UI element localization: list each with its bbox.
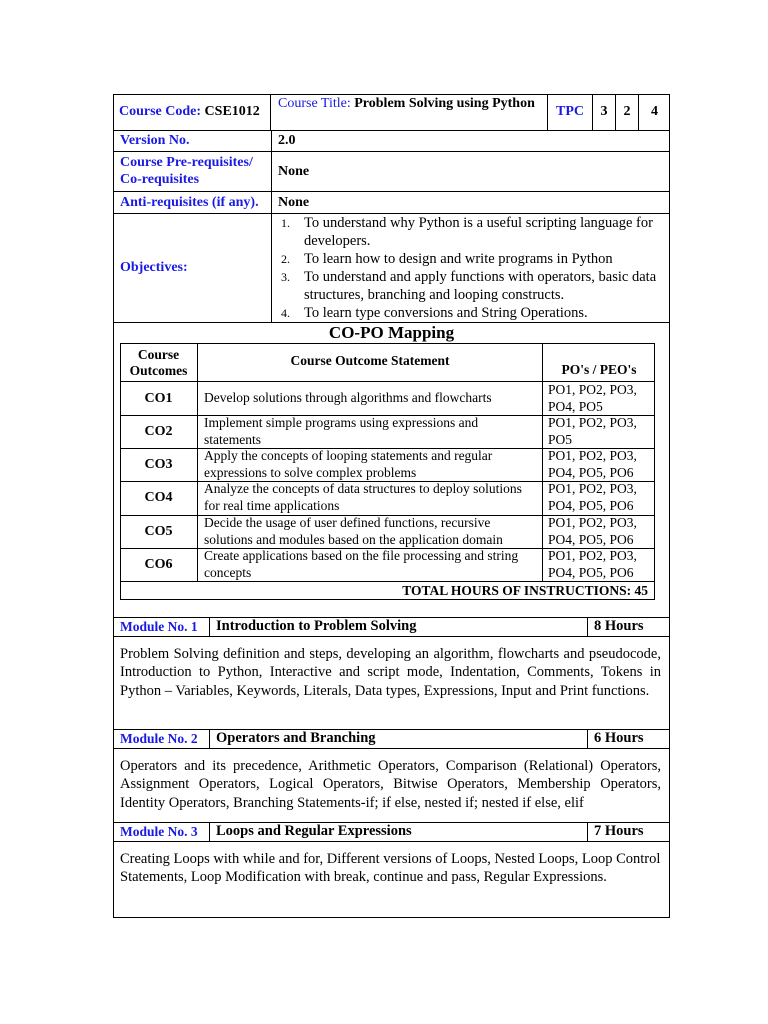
tpc-label-cell bbox=[547, 94, 593, 130]
co-po-mapping: PO1, PO2, PO3, PO4, PO5, PO6 bbox=[548, 481, 637, 513]
antireq-label: Anti-requisites (if any). bbox=[120, 194, 259, 210]
objectives-label: Objectives: bbox=[120, 260, 188, 275]
module-hours: 6 Hours bbox=[594, 730, 644, 746]
co-statement: Analyze the concepts of data structures to deploy solutions for real time applications bbox=[204, 481, 522, 513]
co-code: CO4 bbox=[144, 489, 173, 505]
copo-title: CO-PO Mapping bbox=[328, 323, 455, 342]
co-code: CO6 bbox=[144, 556, 173, 572]
co-code: CO2 bbox=[144, 423, 173, 439]
divider bbox=[209, 729, 210, 748]
divider bbox=[113, 130, 670, 131]
copo-col-po: PO's / PEO's bbox=[561, 362, 637, 377]
divider bbox=[587, 617, 588, 636]
tpc-credits: 4 bbox=[651, 104, 658, 119]
version-value: 2.0 bbox=[278, 133, 296, 148]
co-statement: Implement simple programs using expressions and statements bbox=[204, 415, 479, 447]
co-statement: Develop solutions through algorithms and flowcharts bbox=[204, 390, 492, 406]
module-hours: 8 Hours bbox=[594, 618, 644, 634]
total-hours: TOTAL HOURS OF INSTRUCTIONS: 45 bbox=[402, 583, 648, 598]
divider bbox=[113, 151, 670, 152]
co-code: CO5 bbox=[144, 523, 173, 539]
course-code-label: Course Code: bbox=[119, 104, 202, 119]
version-label: Version No. bbox=[120, 133, 190, 148]
objectives-list bbox=[272, 214, 664, 322]
divider bbox=[587, 822, 588, 841]
course-title-cell bbox=[278, 95, 543, 129]
module-number: Module No. 2 bbox=[120, 730, 198, 746]
co-code: CO3 bbox=[144, 456, 173, 472]
co-po-mapping: PO1, PO2, PO3, PO4, PO5, PO6 bbox=[548, 448, 637, 480]
objective-item: 4. To learn type conversions and String Operations. bbox=[281, 305, 588, 321]
co-po-mapping: PO1, PO2, PO3, PO4, PO5, PO6 bbox=[548, 548, 637, 580]
divider bbox=[587, 729, 588, 748]
module-number: Module No. 3 bbox=[120, 823, 198, 839]
module-content: Creating Loops with while and for, Different versions of Loops, Nested Loops, Loop Control Statements, Loop Modification with break, continue and pass, Regular Expressions. bbox=[120, 851, 661, 886]
co-po-mapping: PO1, PO2, PO3, PO4, PO5, PO6 bbox=[548, 515, 637, 547]
divider bbox=[197, 343, 198, 581]
tpc-theory: 3 bbox=[600, 104, 608, 119]
divider bbox=[113, 748, 670, 749]
module-title: Operators and Branching bbox=[216, 730, 376, 746]
course-code-cell bbox=[113, 94, 271, 130]
module-title: Introduction to Problem Solving bbox=[216, 618, 417, 634]
tpc-practical-cell bbox=[616, 94, 639, 130]
divider bbox=[209, 822, 210, 841]
module-hours: 7 Hours bbox=[594, 823, 644, 839]
antireq-value: None bbox=[278, 194, 310, 210]
co-statement: Decide the usage of user defined functions, recursive solutions and modules based on the application domain bbox=[204, 515, 503, 547]
tpc-practical: 2 bbox=[623, 104, 631, 119]
divider bbox=[113, 636, 670, 637]
divider bbox=[113, 841, 670, 842]
tpc-label: TPC bbox=[556, 104, 584, 119]
course-title-value: Problem Solving using Python bbox=[354, 96, 535, 111]
co-code: CO1 bbox=[144, 390, 173, 406]
co-statement: Create applications based on the file processing and string concepts bbox=[204, 548, 519, 580]
co-po-mapping: PO1, PO2, PO3, PO5 bbox=[548, 415, 637, 447]
co-statement: Apply the concepts of looping statements and regular expressions to solve complex problems bbox=[204, 448, 493, 480]
copo-col-statement: Course Outcome Statement bbox=[290, 353, 450, 368]
prereq-label: Course Pre-requisites/ Co-requisites bbox=[120, 155, 253, 187]
tpc-theory-cell bbox=[593, 94, 616, 130]
objective-item: 1. To understand why Python is a useful scripting language for developers. bbox=[281, 215, 653, 249]
objective-item: 3. To understand and apply functions with operators, basic data structures, branching and looping constructs. bbox=[281, 269, 657, 303]
module-content: Problem Solving definition and steps, developing an algorithm, flowcharts and pseudocode, Introduction to Python, Interactive and script mode, Indentation, Comments, Tokens in Python – Variables, Keywords, Literals, Data types, Expressions, Input and Print functions. bbox=[120, 646, 661, 699]
divider bbox=[209, 617, 210, 636]
tpc-credits-cell bbox=[639, 94, 670, 130]
module-title: Loops and Regular Expressions bbox=[216, 823, 412, 839]
prereq-value: None bbox=[278, 163, 310, 179]
copo-col-co: Course Outcomes bbox=[129, 346, 188, 378]
course-code-value: CSE1012 bbox=[204, 104, 260, 119]
objective-item: 2. To learn how to design and write programs in Python bbox=[281, 251, 613, 267]
course-title-label: Course Title: bbox=[278, 96, 351, 111]
co-po-mapping: PO1, PO2, PO3, PO4, PO5 bbox=[548, 382, 637, 414]
module-number: Module No. 1 bbox=[120, 618, 198, 634]
module-content: Operators and its precedence, Arithmetic Operators, Comparison (Relational) Operators, Assignment Operators, Logical Operators, Bitwise Operators, Membership Operators, Identity Operators, Branching Statements-if; if else, nested if; nested if else, elif bbox=[120, 758, 661, 811]
